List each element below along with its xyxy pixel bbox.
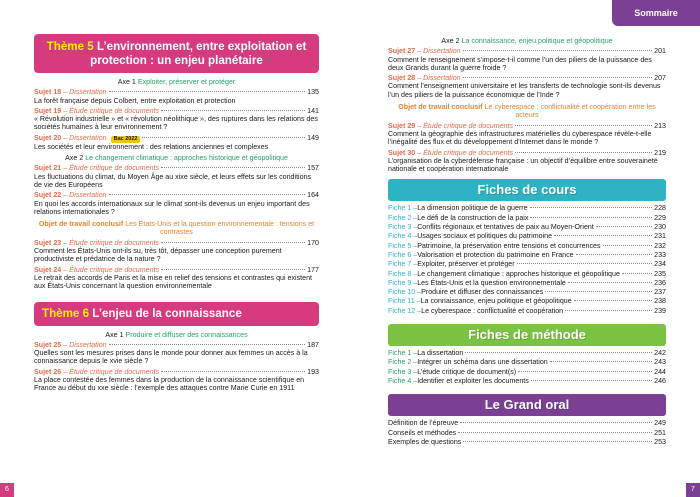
fiche-number: Fiche 1 – (388, 204, 418, 213)
fiche-number: Fiche 12 – (388, 306, 422, 315)
fiches-methode-list (388, 349, 666, 385)
grand-oral-item-1[interactable] (388, 419, 666, 427)
fiches-cours-banner[interactable]: Fiches de cours (388, 179, 666, 201)
toc-entry-sujet-29[interactable]: Sujet 29 – Étude critique de documents 213 Comment la géographie des infrastructures matérielles du cyberespace révèle-t-elle l’inégalité des flux et du développement d’Internet dans le monde ? (388, 121, 666, 147)
fiche-number: Fiche 3 – (388, 367, 418, 376)
fiche-cours-item-2[interactable] (388, 214, 666, 222)
fiche-cours-item-11[interactable] (388, 297, 666, 305)
grand-oral-item-2[interactable] (388, 429, 666, 437)
toc-entry-sujet-23[interactable]: Sujet 23 – Étude critique de documents 170 Comment les États-Unis ont-ils su, très tôt, dépasser une conception purement productiviste et prédatrice de la nature ? (34, 238, 319, 264)
fiche-page: 242 (654, 349, 666, 358)
theme6-banner[interactable] (34, 302, 319, 326)
fiche-page: 232 (654, 241, 666, 250)
sommaire-tab[interactable]: Sommaire (612, 0, 700, 26)
fiche-methode-item-2[interactable] (388, 358, 666, 366)
fiche-number: Fiche 2 – (388, 358, 418, 367)
page-number-right: 7 (686, 483, 700, 497)
fiche-title: Le cyberespace : conflictualité et coopération (421, 306, 564, 315)
top-bar (0, 0, 700, 26)
fiche-page: 251 (654, 428, 666, 437)
fiche-cours-item-12[interactable] (388, 307, 666, 315)
fiche-page: 229 (654, 213, 666, 222)
theme6-number: Thème 6 (42, 306, 90, 320)
fiche-page: 238 (654, 297, 666, 306)
fiche-title: Produire et diffuser des connaissances (421, 288, 544, 297)
theme6-axe2-heading: Axe 2 La connaissance, enjeu politique et géopolitique (441, 37, 613, 45)
fiche-page: 233 (654, 250, 666, 259)
fiche-methode-item-1[interactable] (388, 349, 666, 357)
right-column (388, 37, 666, 446)
theme5-objet-conclusif: Objet de travail conclusif Les États-Unis et la question environnementale : tensions et contrastes (38, 220, 315, 237)
fiche-cours-item-6[interactable] (388, 251, 666, 259)
toc-entry-sujet-18[interactable]: Sujet 18 – Dissertation 135 La forêt française depuis Colbert, entre exploitation et protection (34, 88, 319, 105)
fiche-cours-item-9[interactable] (388, 279, 666, 287)
toc-entry-sujet-24[interactable]: Sujet 24 – Étude critique de documents 177 Le retrait des accords de Paris et la mise en relief des tensions et contrastes qui existent aux États-Unis concernant la question environnementale (34, 265, 319, 291)
fiche-page: 236 (654, 278, 666, 287)
fiche-cours-item-5[interactable] (388, 242, 666, 250)
fiche-page: 234 (654, 260, 666, 269)
fiche-page: 246 (654, 376, 666, 385)
fiche-number: Fiche 7 – (388, 260, 418, 269)
fiche-number: Fiche 9 – (388, 278, 418, 287)
fiche-title: Définition de l’épreuve (388, 419, 459, 428)
fiche-page: 243 (654, 358, 666, 367)
fiche-page: 231 (654, 232, 666, 241)
fiche-page: 230 (654, 223, 666, 232)
toc-entry-sujet-22[interactable]: Sujet 22 – Dissertation 164 En quoi les accords internationaux sur le climat sont-ils devenus un enjeu important des relations internationales ? (34, 191, 319, 216)
fiche-title: La connaissance, enjeu politique et géopolitique (420, 297, 572, 306)
grand-oral-list (388, 419, 666, 446)
fiche-title: Identifier et exploiter les documents (417, 376, 529, 385)
fiche-number: Fiche 11 – (388, 297, 421, 306)
fiche-number: Fiche 5 – (388, 241, 418, 250)
fiche-title: Conflits régionaux et tentatives de paix au Moyen-Orient (417, 223, 594, 232)
fiche-title: Le changement climatique : approches historique et géopolitique (417, 269, 620, 278)
theme5-title: L’environnement, entre exploitation et protection : un enjeu planétaire (90, 40, 307, 67)
theme5-axe2-heading: Axe 2 Le changement climatique : approches historique et géopolitique (65, 154, 288, 163)
fiche-number: Fiche 4 – (388, 232, 418, 241)
fiche-methode-item-4[interactable] (388, 377, 666, 385)
grand-oral-item-3[interactable] (388, 438, 666, 446)
toc-entry-sujet-28[interactable]: Sujet 28 – Dissertation 207 Comment l’enseignement universitaire et les transferts de technologie sont-ils devenus l’un des piliers de la puissance économique de l’Inde ? (388, 74, 666, 99)
fiche-page: 237 (654, 288, 666, 297)
fiche-page: 239 (654, 306, 666, 315)
theme5-number: Thème 5 (46, 40, 94, 53)
fiche-number: Fiche 4 – (388, 376, 418, 385)
toc-entry-sujet-27[interactable]: Sujet 27 – Dissertation 201 Comment le renseignement s’impose-t-il comme l’un des piliers de la puissance des deux Grands durant la guerre froide ? (388, 47, 666, 72)
fiche-title: Exemples de questions (388, 437, 462, 446)
fiche-cours-item-4[interactable] (388, 232, 666, 240)
theme6-objet-conclusif: Objet de travail conclusif Le cyberespace : conflictualité et coopération entre les acteurs (398, 103, 656, 120)
fiche-page: 244 (654, 367, 666, 376)
toc-entry-sujet-20[interactable]: Sujet 20 – Dissertation Bac 2022 149 Les sociétés et leur environnement : des relations anciennes et complexes (34, 133, 319, 151)
fiche-page: 253 (654, 437, 666, 446)
bac-badge: Bac 2022 (111, 136, 141, 143)
fiche-title: Valorisation et protection du patrimoine en France (417, 250, 574, 259)
fiche-number: Fiche 3 – (388, 223, 418, 232)
left-column (34, 34, 319, 393)
toc-entry-sujet-25[interactable]: Sujet 25 – Dissertation 187 Quelles sont les mesures prises dans le monde pour donner aux femmes un accès à la connaissance depuis le xvie siècle ? (34, 340, 319, 366)
fiche-methode-item-3[interactable] (388, 368, 666, 376)
fiche-title: Conseils et méthodes (388, 428, 457, 437)
fiche-cours-item-10[interactable] (388, 288, 666, 296)
fiche-number: Fiche 6 – (388, 250, 418, 259)
toc-entry-sujet-21[interactable]: Sujet 21 – Étude critique de documents 157 Les fluctuations du climat, du Moyen Âge au xixe siècle, et leurs effets sur les conditions de vie des Européens (34, 164, 319, 189)
fiches-methode-banner[interactable]: Fiches de méthode (388, 324, 666, 346)
fiche-title: La dimension politique de la guerre (417, 204, 528, 213)
fiche-title: L’étude critique de document(s) (417, 367, 517, 376)
fiches-cours-list (388, 204, 666, 315)
page-number-left: 6 (0, 483, 14, 497)
fiche-number: Fiche 8 – (388, 269, 418, 278)
fiche-number: Fiche 2 – (388, 213, 418, 222)
fiche-cours-item-3[interactable] (388, 223, 666, 231)
fiche-number: Fiche 10 – (388, 288, 422, 297)
theme6-axe1-heading: Axe 1 Produire et diffuser des connaissances (105, 330, 248, 339)
theme5-axe1-heading: Axe 1 Exploiter, préserver et protéger (117, 78, 236, 86)
fiche-cours-item-1[interactable] (388, 204, 666, 212)
fiche-title: Le défi de la construction de la paix (417, 213, 529, 222)
toc-entry-sujet-26[interactable]: Sujet 26 – Étude critique de documents 193 La place contestée des femmes dans la production de la connaissance scientifique en France au début du xxe siècle : l’exemple des attaques contre Marie Curie en 1911 (34, 367, 319, 393)
fiche-title: Patrimoine, la préservation entre tensions et concurrences (417, 241, 601, 250)
fiche-cours-item-8[interactable] (388, 270, 666, 278)
fiche-title: Exploiter, préserver et protéger (417, 260, 515, 269)
grand-oral-banner[interactable]: Le Grand oral (388, 394, 666, 416)
toc-entry-sujet-30[interactable]: Sujet 30 – Étude critique de documents 219 L’organisation de la cyberdéfense française : un objectif d’équilibre entre souveraineté nationale et coopération internationale (388, 148, 666, 174)
fiche-page: 228 (654, 204, 666, 213)
fiche-number: Fiche 1 – (388, 349, 418, 358)
theme5-banner[interactable] (34, 34, 319, 73)
theme6-title: L’enjeu de la connaissance (92, 306, 242, 320)
fiche-cours-item-7[interactable] (388, 260, 666, 268)
fiche-title: Les États-Unis et la question environnementale (417, 278, 566, 287)
fiche-title: La dissertation (417, 349, 464, 358)
fiche-title: Usages sociaux et politiques du patrimoine (417, 232, 553, 241)
fiche-page: 235 (654, 269, 666, 278)
fiche-title: Intégrer un schéma dans une dissertation (417, 358, 548, 367)
fiche-page: 249 (654, 419, 666, 428)
toc-entry-sujet-19[interactable]: Sujet 19 – Étude critique de documents 141 « Révolution industrielle » et « révolution néolithique », des ruptures dans les relations des sociétés humaines à leur environnement ? (34, 106, 319, 132)
